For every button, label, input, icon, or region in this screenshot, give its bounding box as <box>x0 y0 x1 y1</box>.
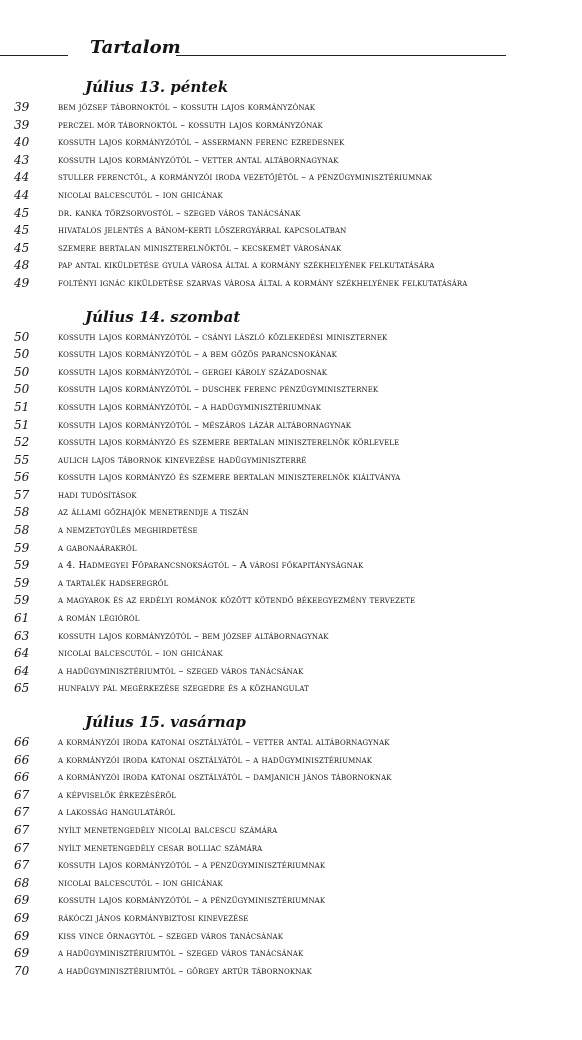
page-number: 59 <box>14 540 30 555</box>
page-number: 51 <box>14 399 30 414</box>
toc-entry <box>0 769 582 787</box>
toc-entry <box>0 875 582 893</box>
entry-title: a kormányzói iroda katonai osztályától – vetter antal altábornagynak <box>58 737 390 748</box>
page-number: 59 <box>14 558 30 573</box>
entry-title: nicolai balcescutól – ion ghicának <box>58 877 223 889</box>
header-rule-left <box>0 55 68 56</box>
toc-entry <box>0 364 582 382</box>
toc-entry <box>0 522 582 540</box>
entry-title: kossuth lajos kormányzótól – assermann ferenc ezredesnek <box>58 137 345 149</box>
entry-title: a magyarok és az erdélyi románok között kötendő békeegyezmény tervezete <box>58 595 416 607</box>
page-number: 69 <box>14 893 30 908</box>
toc-section <box>0 75 582 293</box>
entry-title: kossuth lajos kormányzótól – a hadügyminisztériumnak <box>58 401 322 413</box>
page-number: 67 <box>14 840 30 855</box>
page-number: 39 <box>14 100 30 114</box>
entry-title: a kormányzói iroda katonai osztályától – damjanich jános tábornoknak <box>58 772 392 784</box>
page-number: 59 <box>14 575 30 590</box>
entry-title: a nemzetgyűlés meghirdetése <box>58 525 198 537</box>
entry-title: hivatalos jelentés a bánom-kerti lőszergyárral kapcsolatban <box>58 225 347 237</box>
toc-entry <box>0 187 582 205</box>
page-number: 56 <box>14 470 30 485</box>
toc-entry <box>0 734 582 752</box>
toc-entry <box>0 628 582 646</box>
page-number: 52 <box>14 435 30 450</box>
toc-entry <box>0 663 582 681</box>
page-number: 39 <box>14 117 30 132</box>
toc-entry <box>0 645 582 663</box>
entry-title: nyílt menetengedély cesar bolliac számára <box>58 842 263 854</box>
entry-title: kossuth lajos kormányzótól – vetter antal altábornagynak <box>58 154 339 166</box>
entry-title: kossuth lajos kormányzó és szemere bertalan miniszterelnök kiáltványa <box>58 472 401 484</box>
page-number: 69 <box>14 946 30 961</box>
toc-section <box>0 710 582 980</box>
page-number: 45 <box>14 240 30 255</box>
page-number: 68 <box>14 875 30 890</box>
entry-title: kossuth lajos kormányzótól – bem józsef altábornagynak <box>58 630 329 642</box>
toc-entry <box>0 452 582 470</box>
page-number: 45 <box>14 223 30 238</box>
toc-entry <box>0 134 582 152</box>
page-number: 67 <box>14 822 30 837</box>
entry-title: rákóczi jános kormánybiztosi kinevezése <box>58 912 249 924</box>
page-number: 67 <box>14 787 30 802</box>
page-number: 64 <box>14 646 30 661</box>
toc-entry <box>0 592 582 610</box>
entry-title: az állami gőzhajók menetrendje a tiszán <box>58 507 249 519</box>
toc-entry <box>0 575 582 593</box>
page-number: 70 <box>14 963 30 978</box>
entry-title: nyílt menetengedély nicolai balcescu számára <box>58 824 278 836</box>
toc-entry <box>0 822 582 840</box>
header-rule-right <box>176 55 506 56</box>
entry-title: a lakosság hangulatáról <box>58 807 176 819</box>
toc-sections <box>0 75 582 980</box>
toc-entry <box>0 610 582 628</box>
toc-header <box>0 35 582 65</box>
page-number: 58 <box>14 523 30 538</box>
toc-entry <box>0 257 582 275</box>
page-number: 66 <box>14 752 30 767</box>
toc-entry <box>0 381 582 399</box>
page-number: 61 <box>14 611 30 626</box>
toc-entry <box>0 910 582 928</box>
section-gap <box>0 698 582 710</box>
page-number: 51 <box>14 417 30 432</box>
page-number: 69 <box>14 928 30 943</box>
entry-title: a kormányzói iroda katonai osztályától – a hadügyminisztériumnak <box>58 754 373 766</box>
entry-title: hunfalvy pál megérkezése szegedre és a közhangulat <box>58 683 309 695</box>
entry-title: nicolai balcescutól – ion ghicának <box>58 189 223 201</box>
section-heading: Július 13. péntek <box>85 78 229 96</box>
toc-entry <box>0 804 582 822</box>
entry-title: kossuth lajos kormányzótól – a pénzügyminisztériumnak <box>58 895 326 907</box>
toc-entry <box>0 222 582 240</box>
entry-title: a 4. Hadmegyei Főparancsnokságtól – A városi főkapitányságnak <box>58 560 364 572</box>
section-heading: Július 14. szombat <box>85 307 241 326</box>
section-heading: Július 15. vasárnap <box>85 713 246 731</box>
page-number: 69 <box>14 910 30 925</box>
page-number: 50 <box>14 329 30 344</box>
entry-title: kossuth lajos kormányzótól – gergei károly századosnak <box>58 366 328 378</box>
entry-title: hadi tudósítások <box>58 489 137 501</box>
page-number: 44 <box>14 187 30 202</box>
page-number: 50 <box>14 382 30 397</box>
entry-title: stuller ferenctől, a kormányzói iroda vezetőjétől – a pénzügyminisztériumnak <box>58 172 433 184</box>
toc-entry <box>0 169 582 187</box>
page-number: 45 <box>14 205 30 220</box>
toc-entry <box>0 504 582 522</box>
entry-title: kossuth lajos kormányzótól – mészáros lázár altábornagynak <box>58 419 352 431</box>
page-number: 65 <box>14 681 30 696</box>
toc-entry <box>0 205 582 223</box>
page-number: 50 <box>14 347 30 362</box>
entry-title: foltényi ignác kiküldetése szarvas városa által a kormány székhelyének felkutatására <box>58 277 468 289</box>
page-number: 58 <box>14 505 30 520</box>
entry-title: kossuth lajos kormányzótól – csányi lászló közlekedési miniszternek <box>58 331 388 343</box>
toc-entry <box>0 945 582 963</box>
page-number: 49 <box>14 275 30 290</box>
page-number: 50 <box>14 364 30 379</box>
toc-entry <box>0 892 582 910</box>
toc-entry <box>0 399 582 417</box>
toc-entry <box>0 557 582 575</box>
page-number: 48 <box>14 258 30 273</box>
entry-title: aulich lajos tábornok kinevezése hadügyminiszterré <box>58 454 307 466</box>
page-number: 63 <box>14 628 30 643</box>
entry-title: nicolai balcescutól – ion ghicának <box>58 648 223 660</box>
page-number: 55 <box>14 452 30 467</box>
toc-entry <box>0 487 582 505</box>
page-number: 67 <box>14 858 30 873</box>
entry-title: a képviselők érkezéséről <box>58 789 177 801</box>
page-number: 64 <box>14 663 30 678</box>
toc-entry <box>0 787 582 805</box>
page-number: 59 <box>14 593 30 608</box>
toc-entry <box>0 752 582 770</box>
entry-title: a román légióról <box>58 613 140 625</box>
page-number: 67 <box>14 805 30 820</box>
page-number: 66 <box>14 735 30 749</box>
toc-entry <box>0 680 582 698</box>
toc-entry <box>0 469 582 487</box>
toc-entry <box>0 152 582 170</box>
entry-title: kossuth lajos kormányzó és szemere bertalan miniszterelnök körlevele <box>58 437 400 449</box>
toc-entry <box>0 928 582 946</box>
entry-title: perczel mór tábornoktól – kossuth lajos kormányzónak <box>58 119 323 131</box>
page-number: 43 <box>14 152 30 167</box>
toc-entry <box>0 329 582 347</box>
page-number: 40 <box>14 135 30 150</box>
section-gap <box>0 293 582 305</box>
toc-entry <box>0 275 582 293</box>
entry-title: bem józsef tábornoktól – kossuth lajos kormányzónak <box>58 102 316 113</box>
toc-entry <box>0 434 582 452</box>
toc-entry <box>0 540 582 558</box>
page-number: 66 <box>14 770 30 785</box>
toc-entry <box>0 963 582 981</box>
entry-title: a tartalék hadseregről <box>58 577 169 589</box>
entry-title: kossuth lajos kormányzótól – duschek ferenc pénzügyminiszternek <box>58 384 379 396</box>
toc-entry <box>0 117 582 135</box>
entry-title: a gabonaárakról <box>58 542 137 554</box>
entry-title: kiss vince őrnagytól – szeged város tanácsának <box>58 930 284 942</box>
entry-title: a hadügyminisztériumtól – szeged város tanácsának <box>58 665 304 677</box>
toc-entry <box>0 857 582 875</box>
page-number: 44 <box>14 170 30 185</box>
toc-title: Tartalom <box>90 37 181 58</box>
toc-entry <box>0 346 582 364</box>
toc-section <box>0 305 582 698</box>
toc-entry <box>0 240 582 258</box>
toc-entry <box>0 840 582 858</box>
entry-title: kossuth lajos kormányzótól – a bem gőzös parancsnokának <box>58 349 337 361</box>
page-number: 57 <box>14 487 30 502</box>
entry-title: dr. kanka törzsorvostól – szeged város tanácsának <box>58 207 301 219</box>
toc-entry <box>0 99 582 117</box>
entry-title: kossuth lajos kormányzótól – a pénzügyminisztériumnak <box>58 860 326 872</box>
toc-entry <box>0 417 582 435</box>
entry-title: a hadügyminisztériumtól – görgey artúr tábornoknak <box>58 965 312 977</box>
entry-title: pap antal kiküldetése gyula városa által a kormány székhelyének felkutatására <box>58 260 435 272</box>
entry-title: szemere bertalan miniszterelnöktől – kecskemét városának <box>58 242 342 254</box>
entry-title: a hadügyminisztériumtól – szeged város tanácsának <box>58 948 304 960</box>
